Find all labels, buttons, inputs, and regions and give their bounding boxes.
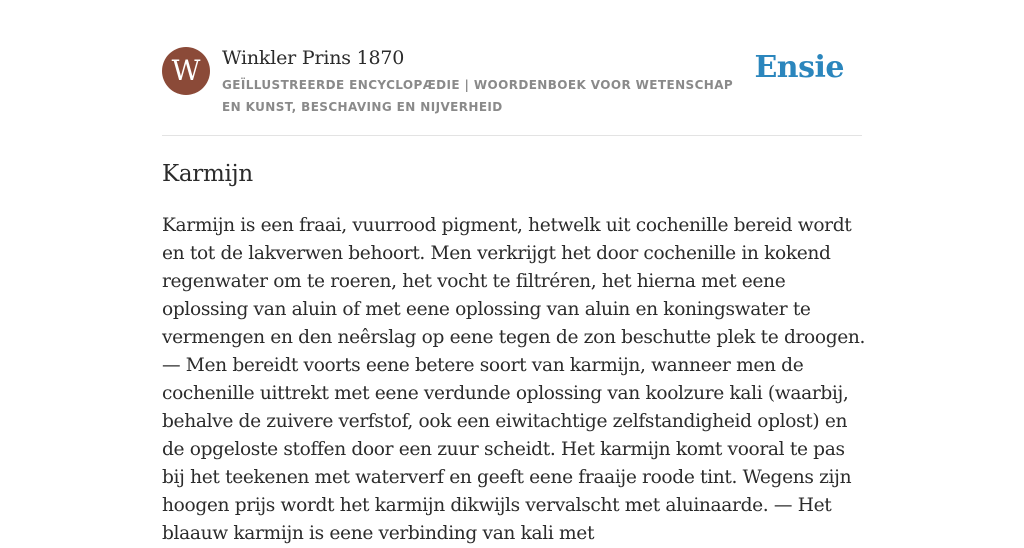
entry-body: Karmijn is een fraai, vuurrood pigment, hetwelk uit cochenille bereid wordt en tot de lakverwen behoort. Men verkrijgt het door cochenille in kokend regenwater om te roeren, het vocht te filtréren, het hierna met eene oplossing van aluin of met eene oplossing van aluin en koningswater te vermengen en den neêrslag op eene tegen de zon beschutte plek te droogen. — Men bereidt voorts eene betere soort van karmijn, wanneer men de cochenille uittrekt met eene verdunde oplossing van koolzure kali (waarbij, behalve de zuivere verfstof, ook een eiwitachtige zelfstandigheid oplost) en de opgeloste stoffen door een zuur scheidt. Het karmijn komt vooral te pas bij het teekenen met waterverf en geeft eene fraaije roode tint. Wegens zijn hoogen prijs wordt het karmijn dikwijls vervalscht met aluinaarde. — Het blaauw karmijn is eene verbinding van kali met xyxy=(162,215,866,544)
ensie-logo[interactable]: Ensie xyxy=(754,50,844,85)
header xyxy=(162,44,862,120)
source-title[interactable]: Winkler Prins 1870 xyxy=(222,47,405,69)
source-title-block xyxy=(222,44,752,118)
source-avatar[interactable]: W xyxy=(162,47,210,95)
source-subtitle: GEÏLLUSTREERDE ENCYCLOPÆDIE | WOORDENBOEK VOOR WETENSCHAP EN KUNST, BESCHAVING EN NIJVERHEID xyxy=(222,78,734,114)
entry-title: Karmijn xyxy=(162,161,253,187)
header-divider xyxy=(162,135,862,136)
